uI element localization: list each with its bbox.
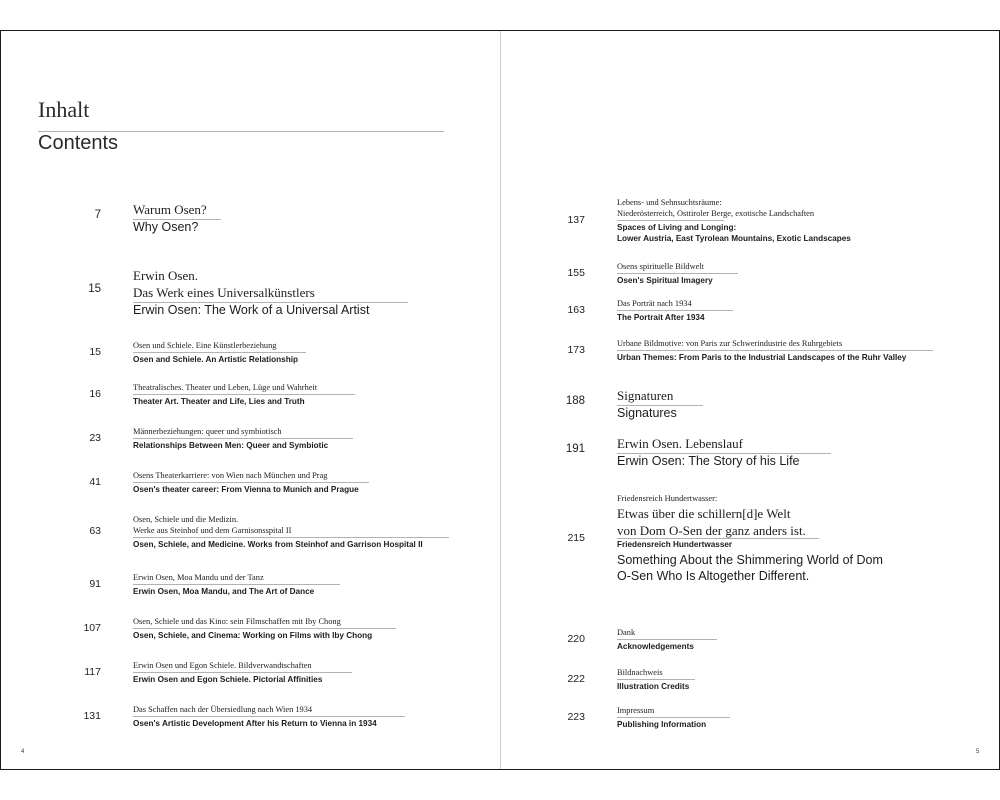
page-number: 188 [565, 394, 585, 407]
entry-title-de: Erwin Osen. [133, 268, 198, 283]
page-number: 41 [89, 475, 101, 488]
entry-rule [617, 350, 933, 351]
entry-title-en: O-Sen Who Is Altogether Different. [617, 569, 810, 583]
page-number: 173 [567, 343, 585, 356]
entry-rule [617, 273, 738, 274]
gutter-line [500, 31, 501, 769]
entry-title-en: Osen and Schiele. An Artistic Relationship [133, 355, 298, 364]
entry-rule [617, 310, 733, 311]
entry-title-en: Osen's Spiritual Imagery [617, 276, 713, 285]
entry-title-en: Publishing Information [617, 720, 707, 729]
entry-title-de: Warum Osen? [133, 202, 207, 217]
entry-rule [133, 628, 396, 629]
page-number: 220 [567, 632, 585, 645]
entry-title-de: Lebens- und Sehnsuchtsräume: [617, 198, 722, 207]
page-number: 91 [89, 577, 101, 590]
entry-title-de: Das Werk eines Universalkünstlers [133, 285, 315, 300]
entry-rule [133, 584, 340, 585]
entry-kicker-en: Friedensreich Hundertwasser [617, 540, 733, 549]
entry-title-en: Osen's Artistic Development After his Return to Vienna in 1934 [133, 719, 377, 728]
page-number: 137 [567, 213, 585, 226]
entry-rule [133, 716, 405, 717]
entry-title-de: Theatralisches. Theater und Leben, Lüge und Wahrheit [133, 383, 318, 392]
page-number: 131 [83, 709, 101, 722]
entry-title-de: Osen, Schiele und das Kino: sein Filmschaffen mit Iby Chong [133, 617, 341, 626]
entry-title-en: Osen, Schiele, and Medicine. Works from Steinhof and Garrison Hospital II [133, 540, 423, 549]
entry-title-en: Osen, Schiele, and Cinema: Working on Films with Iby Chong [133, 631, 373, 640]
entry-title-de: Urbane Bildmotive: von Paris zur Schwerindustrie des Ruhrgebiets [617, 339, 843, 348]
entry-title-en: Erwin Osen, Moa Mandu, and The Art of Dance [133, 587, 315, 596]
entry-title-de: Erwin Osen. Lebenslauf [617, 436, 743, 451]
entry-title-de: Etwas über die schillern[d]e Welt [617, 506, 791, 521]
heading-english: Contents [38, 132, 119, 154]
entry-rule [133, 672, 352, 673]
page-number: 107 [83, 621, 101, 634]
page-number: 215 [567, 531, 585, 544]
entry-title-en: Acknowledgements [617, 642, 694, 651]
page-number: 117 [84, 665, 101, 678]
page-number: 191 [565, 442, 585, 455]
entry-title-de: Signaturen [617, 388, 674, 403]
entry-rule [617, 639, 717, 640]
entry-title-en: The Portrait After 1934 [617, 313, 705, 322]
entry-title-de: Impressum [617, 706, 655, 715]
heading-german: Inhalt [38, 97, 90, 122]
entry-rule [133, 394, 355, 395]
entry-title-en: Signatures [617, 406, 677, 420]
entry-rule [617, 679, 695, 680]
entry-title-de: Niederösterreich, Osttiroler Berge, exotische Landschaften [617, 209, 815, 218]
entry-rule [133, 482, 369, 483]
entry-title-de: Dank [617, 628, 636, 637]
entry-title-en: Spaces of Living and Longing: [617, 223, 737, 232]
entry-title-en: Something About the Shimmering World of Dom [617, 553, 883, 567]
entry-kicker-de: Friedensreich Hundertwasser: [617, 494, 718, 503]
entry-rule [617, 717, 730, 718]
entry-title-de: Männerbeziehungen: queer und symbiotisch [133, 427, 282, 436]
entry-title-en: Theater Art. Theater and Life, Lies and Truth [133, 397, 305, 406]
entry-rule [133, 352, 306, 353]
folio-right: 5 [976, 749, 980, 755]
page-number: 15 [89, 345, 101, 358]
entry-title-en: Osen's theater career: From Vienna to Munich and Prague [133, 485, 359, 494]
page-number: 16 [89, 387, 101, 400]
entry-title-de: Osens Theaterkarriere: von Wien nach München und Prag [133, 471, 328, 480]
entry-title-de: von Dom O-Sen der ganz anders ist. [617, 523, 806, 538]
entry-title-en: Urban Themes: From Paris to the Industrial Landscapes of the Ruhr Valley [617, 353, 907, 362]
page-number: 155 [567, 266, 585, 279]
entry-rule [133, 438, 353, 439]
entry-title-en: Erwin Osen and Egon Schiele. Pictorial Affinities [133, 675, 323, 684]
entry-rule [133, 537, 449, 538]
page-number: 222 [567, 672, 585, 685]
entry-title-de: Bildnachweis [617, 668, 663, 677]
entry-title-de: Osen und Schiele. Eine Künstlerbeziehung [133, 341, 277, 350]
entry-title-en: Illustration Credits [617, 682, 690, 691]
entry-title-en: Erwin Osen: The Work of a Universal Artist [133, 303, 370, 317]
page-number: 163 [567, 303, 585, 316]
entry-title-de: Osen, Schiele und die Medizin. [133, 515, 239, 524]
page-number: 63 [89, 525, 101, 537]
entry-rule [617, 220, 724, 221]
entry-title-de: Erwin Osen, Moa Mandu und der Tanz [133, 573, 264, 582]
entry-title-de: Erwin Osen und Egon Schiele. Bildverwandtschaften [133, 661, 312, 670]
page-number: 23 [89, 431, 101, 444]
folio-left: 4 [21, 749, 25, 755]
entry-title-de: Werke aus Steinhof und dem Garnisonsspital II [133, 526, 292, 535]
entry-title-de: Osens spirituelle Bildwelt [617, 262, 704, 271]
entry-title-en: Why Osen? [133, 220, 199, 234]
entry-title-de: Das Porträt nach 1934 [617, 299, 692, 308]
page-number: 223 [567, 710, 585, 723]
entry-title-en: Erwin Osen: The Story of his Life [617, 454, 800, 468]
book-spread [0, 30, 1000, 770]
page-number: 15 [88, 283, 101, 295]
entry-title-de: Das Schaffen nach der Übersiedlung nach Wien 1934 [133, 705, 313, 714]
entry-title-en: Relationships Between Men: Queer and Symbiotic [133, 441, 329, 450]
entry-title-en: Lower Austria, East Tyrolean Mountains, Exotic Landscapes [617, 234, 851, 243]
page-number: 7 [94, 208, 101, 221]
